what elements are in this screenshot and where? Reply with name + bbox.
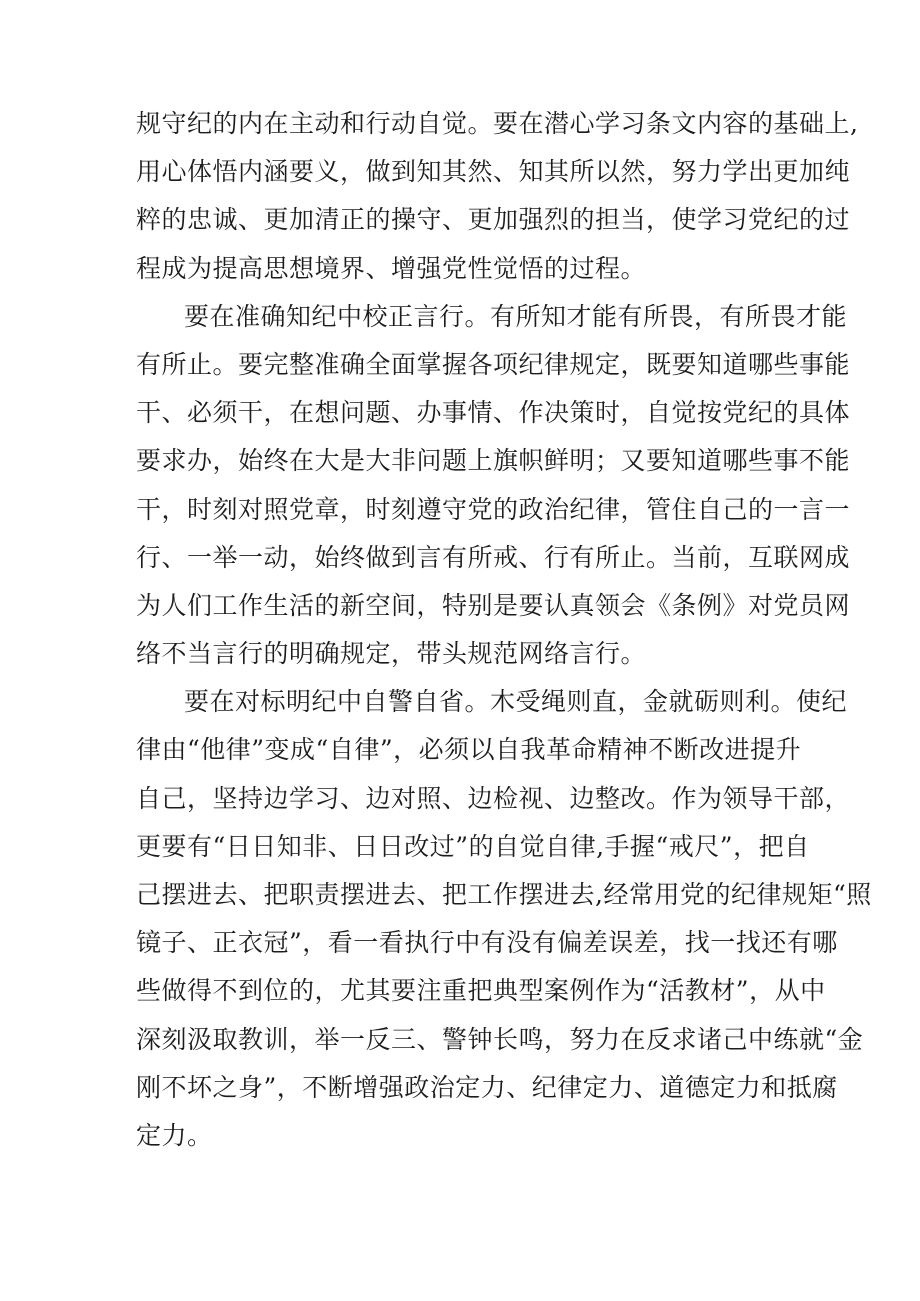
text-line: 用心体悟内涵要义，做到知其然、知其所以然，努力学出更加纯: [136, 157, 851, 187]
text-line: 律由“他律”变成“自律”，必须以自我革命精神不断改进提升: [136, 735, 802, 765]
text-line: 更要有“日日知非、日日改过”的自觉自律,手握“戒尺”，把自: [136, 831, 810, 861]
text-line: 有所止。要完整准确全面掌握各项纪律规定，既要知道哪些事能: [136, 349, 851, 379]
text-line: 规守纪的内在主动和行动自觉。要在潜心学习条文内容的基础上,: [136, 109, 859, 138]
paragraph-1: [136, 100, 859, 293]
text-line: 深刻汲取教训，举一反三、警钟长鸣，努力在反求诸己中练就“金: [136, 1024, 864, 1054]
text-line: 要在准确知纪中校正言行。有所知才能有所畏，有所畏才能: [184, 301, 848, 331]
text-line: 刚不坏之身”，不断增强政治定力、纪律定力、道德定力和抵腐: [136, 1072, 838, 1102]
text-line: 要求办，始终在大是大非问题上旗帜鲜明；又要知道哪些事不能: [136, 446, 851, 476]
text-line: 要在对标明纪中自警自省。木受绳则直，金就砺则利。使纪: [184, 687, 848, 717]
text-line: 干，时刻对照党章，时刻遵守党的政治纪律，管住自己的一言一: [136, 494, 851, 524]
paragraph-3: [136, 678, 872, 1160]
text-line: 粹的忠诚、更加清正的操守、更加强烈的担当，使学习党纪的过: [136, 205, 851, 235]
text-line: 干、必须干，在想问题、办事情、作决策时，自觉按党纪的具体: [136, 398, 851, 428]
text-line: 镜子、正衣冠”，看一看执行中有没有偏差误差，找一找还有哪: [136, 928, 838, 958]
text-line: 络不当言行的明确规定，带头规范网络言行。: [136, 639, 647, 669]
text-line: 定力。: [136, 1120, 213, 1150]
text-line: 行、一举一动，始终做到言有所戒、行有所止。当前，互联网成: [136, 542, 851, 572]
document-page: [136, 100, 872, 1160]
text-line: 些做得不到位的，尤其要注重把典型案例作为“活教材”，从中: [136, 976, 826, 1006]
text-line: 己摆进去、把职责摆进去、把工作摆进去,经常用党的纪律规矩“照: [136, 880, 872, 909]
paragraph-2: [136, 293, 851, 679]
text-line: 为人们工作生活的新空间，特别是要认真领会《条例》对党员网: [136, 590, 851, 620]
text-line: 自己，坚持边学习、边对照、边检视、边整改。作为领导干部，: [136, 783, 851, 813]
text-line: 程成为提高思想境界、增强党性觉悟的过程。: [136, 253, 647, 283]
